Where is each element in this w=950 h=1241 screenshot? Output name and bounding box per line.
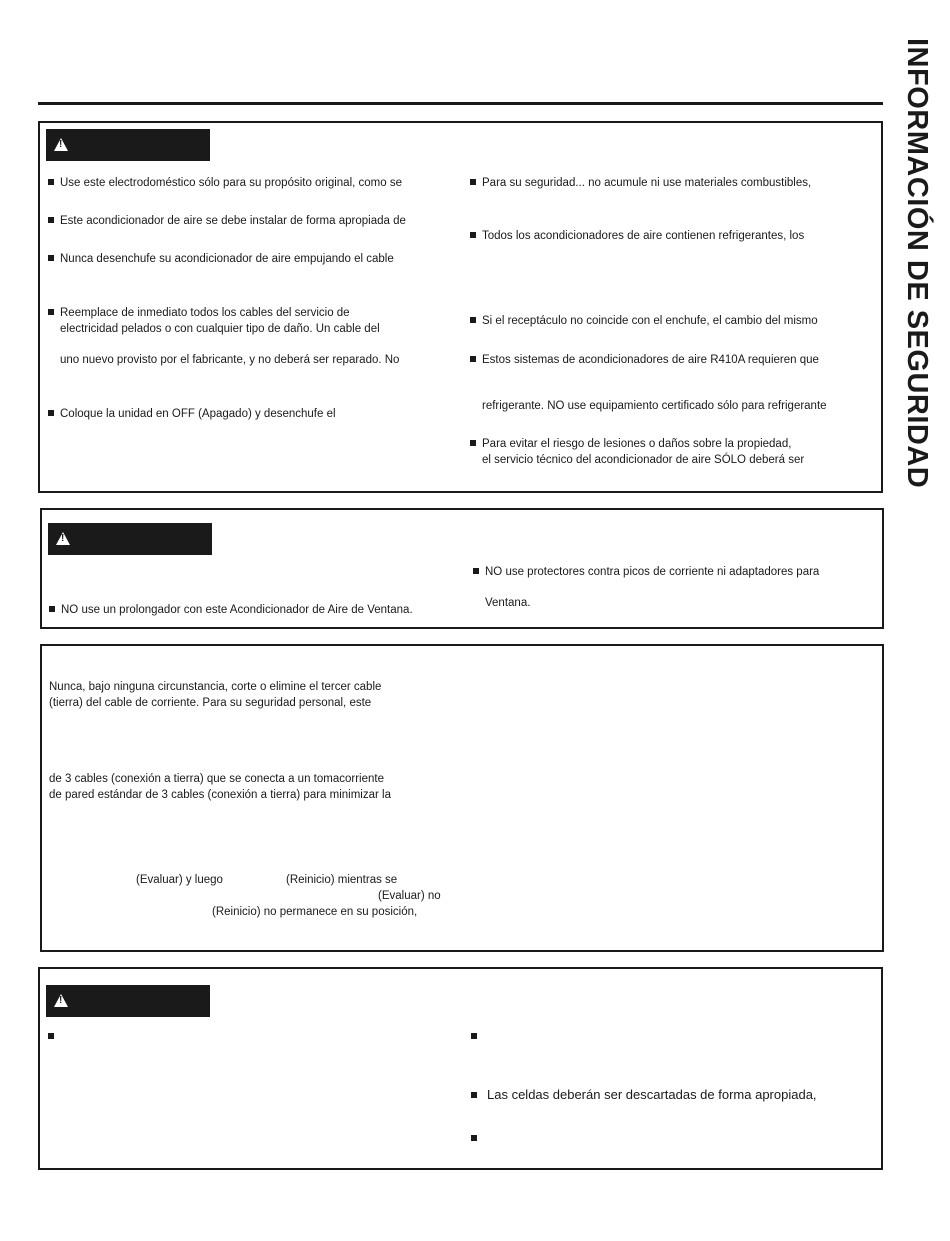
text-line: (Reinicio) mientras se (286, 874, 398, 886)
bullet-square-icon (470, 179, 476, 185)
bullet-item: Este acondicionador de aire se debe instalar de forma apropiada de (48, 213, 406, 229)
bullet-square-icon (470, 440, 476, 446)
bullet-item: Si el receptáculo no coincide con el enchufe, el cambio del mismo (470, 313, 818, 329)
bullet-item: NO use protectores contra picos de corriente ni adaptadores para (473, 564, 819, 580)
text-line: uno nuevo provisto por el fabricante, y no deberá ser reparado. No (60, 354, 400, 366)
warning-box-3 (38, 967, 883, 1170)
warning-box-2 (40, 508, 884, 629)
bullet-square-icon (470, 356, 476, 362)
bullet-item: Para su seguridad... no acumule ni use materiales combustibles, (470, 175, 811, 191)
header-rule (38, 102, 883, 105)
bullet-square-icon (471, 1135, 477, 1141)
bullet-square-icon (48, 255, 54, 261)
text-line: Ventana. (485, 597, 531, 609)
bullet-item: NO use un prolongador con este Acondicionador de Aire de Ventana. (49, 602, 413, 618)
bullet-square-icon (470, 232, 476, 238)
bullet-square-icon (48, 309, 54, 315)
text-line: refrigerante. NO use equipamiento certificado sólo para refrigerante (482, 400, 827, 412)
warning-banner (46, 985, 210, 1017)
bullet-square-icon (48, 1033, 54, 1039)
text-line: el servicio técnico del acondicionador de aire SÓLO deberá ser (482, 454, 805, 466)
bullet-square-icon (473, 568, 479, 574)
text-line: (Evaluar) y luego (136, 874, 223, 886)
bullet-item: Las celdas deberán ser descartadas de forma apropiada, (471, 1087, 817, 1103)
grounding-box (40, 644, 884, 952)
warning-banner (46, 129, 210, 161)
bullet-square-icon (471, 1092, 477, 1098)
text-line: electricidad pelados o con cualquier tipo de daño. Un cable del (60, 323, 380, 335)
text-line: de pared estándar de 3 cables (conexión a tierra) para minimizar la (49, 789, 391, 801)
warning-triangle-icon (54, 138, 68, 151)
side-title: INFORMACIÓN DE SEGURIDAD (901, 38, 933, 489)
bullet-item: Reemplace de inmediato todos los cables del servicio de (48, 305, 350, 321)
warning-triangle-icon (54, 994, 68, 1007)
bullet-item: Todos los acondicionadores de aire contienen refrigerantes, los (470, 228, 804, 244)
warning-triangle-icon (56, 532, 70, 545)
bullet-item: Para evitar el riesgo de lesiones o daños sobre la propiedad, (470, 436, 791, 452)
bullet-item: Nunca desenchufe su acondicionador de aire empujando el cable (48, 251, 394, 267)
text-line: (tierra) del cable de corriente. Para su seguridad personal, este (49, 697, 372, 709)
text-line: de 3 cables (conexión a tierra) que se conecta a un tomacorriente (49, 773, 384, 785)
bullet-item: Use este electrodoméstico sólo para su propósito original, como se (48, 175, 402, 191)
text-line: Nunca, bajo ninguna circunstancia, corte o elimine el tercer cable (49, 681, 382, 693)
warning-box-1 (38, 121, 883, 493)
bullet-square-icon (471, 1033, 477, 1039)
warning-banner (48, 523, 212, 555)
bullet-square-icon (48, 217, 54, 223)
bullet-square-icon (470, 317, 476, 323)
bullet-item: Coloque la unidad en OFF (Apagado) y desenchufe el (48, 406, 336, 422)
text-line: (Reinicio) no permanece en su posición, (212, 906, 418, 918)
bullet-square-icon (48, 179, 54, 185)
bullet-square-icon (49, 606, 55, 612)
bullet-square-icon (48, 410, 54, 416)
text-line: (Evaluar) no (378, 890, 441, 902)
bullet-item: Estos sistemas de acondicionadores de aire R410A requieren que (470, 352, 819, 368)
